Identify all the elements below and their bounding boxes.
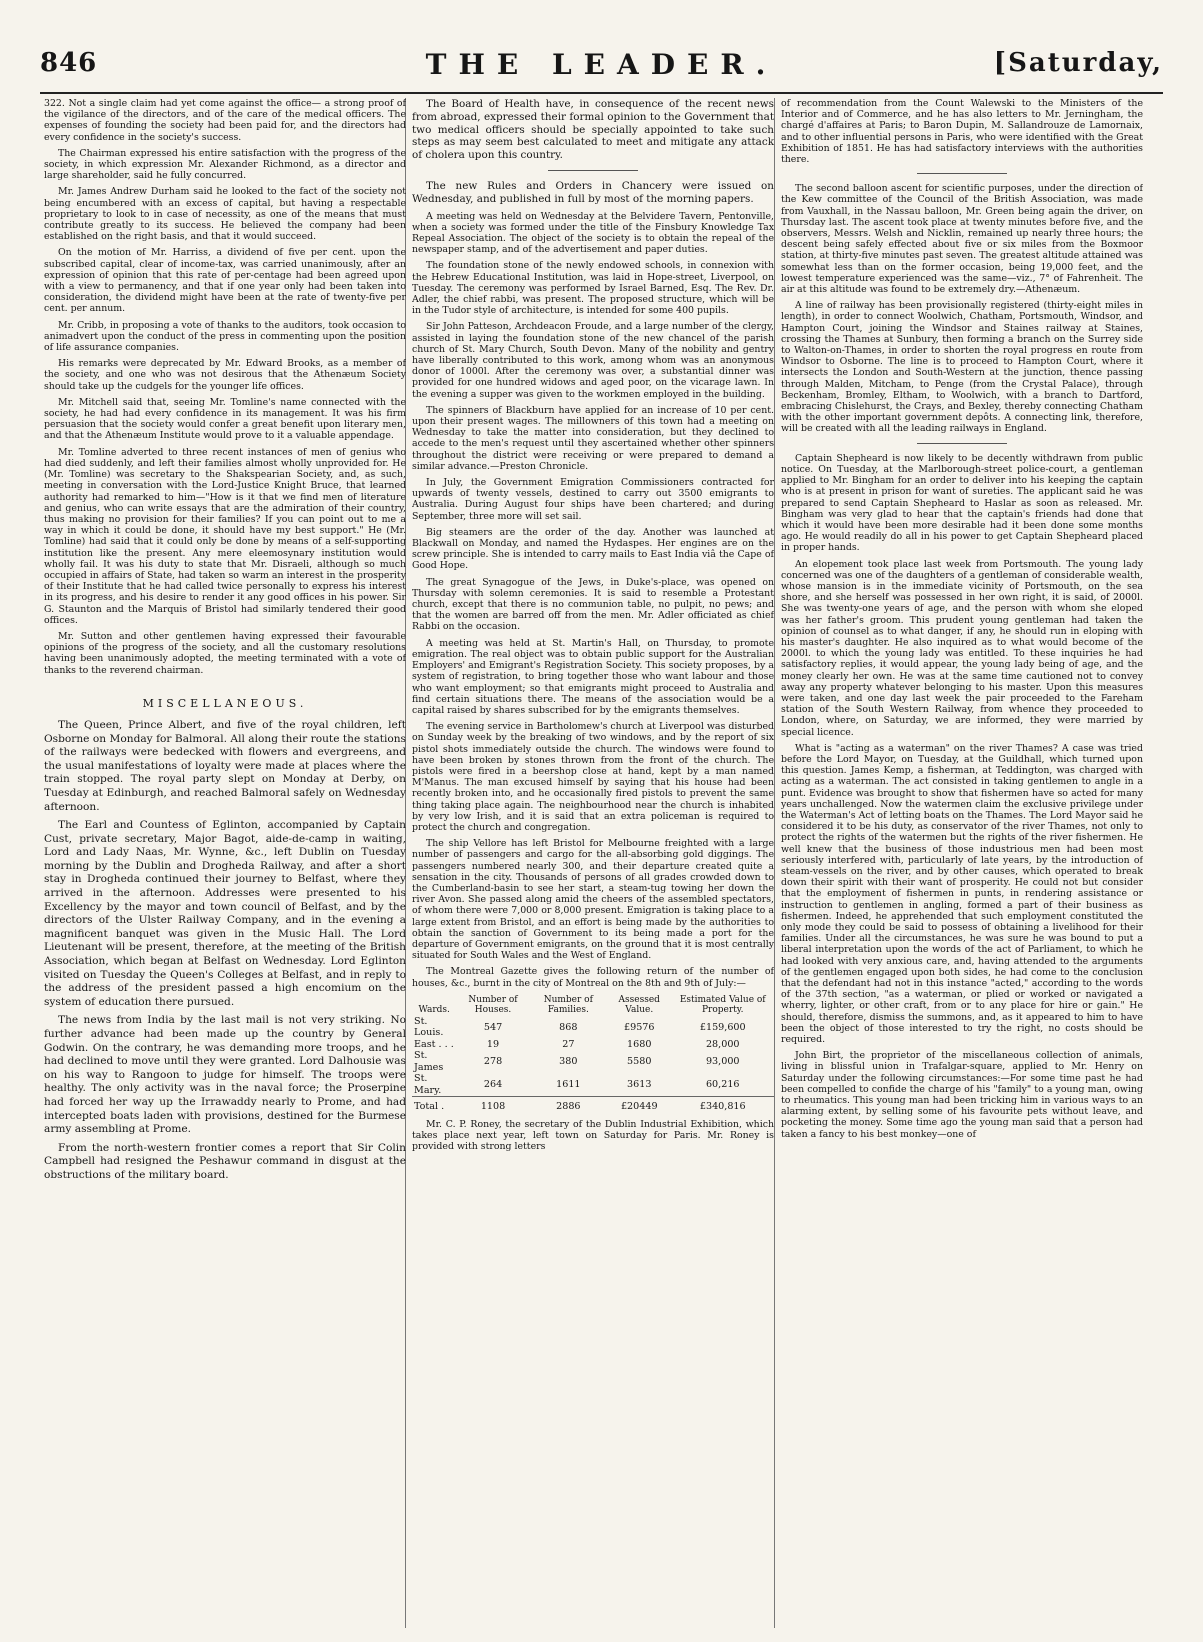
separator [548, 170, 638, 171]
table-cell: 19 [486, 1038, 500, 1050]
page-number: 846 [40, 48, 98, 78]
article-paragraph: From the north-western frontier comes a report that Sir Colin Campbell had resigned the Peshawur command in disgust at the obstructions of the military board. [44, 1141, 406, 1181]
table-cell: 1108 [456, 1097, 529, 1113]
article-paragraph: The Earl and Countess of Eglinton, accompanied by Captain Cust, private secretary, Major Bagot, aide-de-camp in waiting, Lord and Lady Naas, Mr. Wynne, &c., left Dublin on Tuesday morning by the Dublin and Drogheda Railway, and after a short stay in Drogheda continued their journey to Belfast, where they arrived in the afternoon. Addresses were presented to his Excellency by the mayor and town council of Belfast, and by the directors of the Ulster Railway Company, and in the evening a magnificent banquet was given in the Music Hall. The Lord Lieutenant will be present, therefore, at the meeting of the British Association, which began at Belfast on Wednesday. Lord Eglinton visited on Tuesday the Queen's Colleges at Belfast, and in reply to the address of the president passed a high encomium on the system of education there pursued. [44, 819, 406, 1008]
article-paragraph: A meeting was held at St. Martin's Hall, on Thursday, to promote emigration. The real object was to obtain public support for the Australian Employers' and Emigrant's Registration Society. This society proposes, by a system of registration, to bring together those who want labour and those who want employment; so that emigrants might proceed to Australia and find certain situations there. The means of the association would be a capital raised by shares subscribed for by the emigrants themselves. [412, 637, 774, 716]
table-row [412, 1016, 774, 1039]
table-cell: 93,000 [705, 1056, 740, 1068]
article-paragraph: His remarks were deprecated by Mr. Edward Brooks, as a member of the society, and one who was not desirous that the Athenæum Society should take up the cudgels for the younger life offices. [44, 358, 406, 392]
article-paragraph: The evening service in Bartholomew's church at Liverpool was disturbed on Sunday week by the breaking of two windows, and by the report of six pistol shots immediately outside the church. The windows were found to have been broken by stones thrown from the front of the church. The pistols were fired in a beershop close at hand, kept by a man named M'Manus. The man excused himself by saying that his house had been recently broken into, and he occasionally fired pistols to prevent the same thing taking place again. The neighbourhood near the church is inhabited by very low Irish, and it is said that an extra policeman is required to protect the church and congregation. [412, 721, 774, 833]
article-paragraph: The great Synagogue of the Jews, in Duke's-place, was opened on Thursday with solemn ceremonies. It is said to resemble a Protestant church, except that there is no communion table, no pulpit, no pews; and that the women are barred off from the men. Mr. Adler officiated as chief Rabbi on the occasion. [412, 576, 774, 633]
article-paragraph: The second balloon ascent for scientific purposes, under the direction of the Kew committee of the Council of the British Association, was made from Vauxhall, in the Nassau balloon, Mr. Green being again the driver, on Thursday last. The ascent took place at twenty minutes before five, and the observers, Messrs. Welsh and Nicklin, remained up nearly three hours; the descent being safely effected about five or six miles from the Boxmoor station, at thirty-five minutes past seven. The greatest altitude attained was somewhat less than on the former occasion, being 19,000 feet, and the lowest temperature experienced was the same—viz., 7° of Fahrenheit. The air at this altitude was found to be extremely dry.—Athenæum. [781, 183, 1143, 296]
column-2 [412, 98, 774, 1628]
article-paragraph: 322. Not a single claim had yet come against the office— a strong proof of the vigilance of the directors, and of the care of the medical officers. The expenses of founding the society had been paid for, and the directors had every confidence in the society's success. [44, 98, 406, 143]
table-cell: Total . [412, 1097, 456, 1113]
column-3 [781, 98, 1143, 1628]
table-header-cell: Number of Houses. [468, 994, 518, 1015]
table-cell: St. Louis. [414, 1015, 444, 1039]
table-cell: St. Mary. [414, 1073, 442, 1096]
separator [917, 443, 1007, 444]
table-row [412, 1050, 774, 1073]
article-paragraph: What is "acting as a waterman" on the river Thames? A case was tried before the Lord Mayor, on Tuesday, at the Guildhall, which turned upon this question. James Kemp, a fisherman, at Teddington, was charged with acting as a waterman. The act consisted in taking gentlemen to angle in a punt. Evidence was brought to show that fishermen have so acted for many years unchallenged. Now the watermen claim the exclusive privilege under the Waterman's Act of letting boats on the Thames. The Lord Mayor said he considered it to be his duty, as conservator of the river Thames, not only to protect the rights of the watermen but the rights of the river fishermen. He well knew that the business of those industrious men had been most seriously interfered with, particularly of late years, by the introduction of steam-vessels on the river, and by other causes, which operated to break down their spirit with their want of prosperity. He could not but consider that the employment of fishermen in punts, in rendering assistance or instruction to gentlemen in angling, formed a part of their business as fishermen. Indeed, he apprehended that such employment constituted the only mode they could be said to possess of obtaining a livelihood for their families. Under all the circumstances, he was sure he was bound to put a liberal interpretation upon the words of the act of Parliament, to which he had looked with very anxious care, and, having attended to the arguments of the gentlemen engaged upon both sides, he had come to the conclusion that the defendant had not in this instance "acted," according to the words of the 37th section, "as a waterman, or plied or worked or navigated a wherry, lighter, or other craft, from or to any place for hire or gain." He should, therefore, dismiss the summons, and, as it appeared to him to have been the object of those interested to try the right, no costs should be required. [781, 742, 1143, 1046]
table-cell: 3613 [627, 1079, 652, 1091]
article-paragraph: The Queen, Prince Albert, and five of the royal children, left Osborne on Monday for Balmoral. All along their route the stations of the railways were bedecked with flowers and evergreens, and the usual manifestations of loyalty were made at places where the train stopped. The royal party slept on Monday at Derby, on Tuesday at Edinburgh, and reached Balmoral safely on Wednesday afternoon. [44, 718, 406, 813]
column-divider [774, 98, 775, 1628]
table-header-cell: Estimated Value of Property. [679, 994, 766, 1015]
article-paragraph: On the motion of Mr. Harriss, a dividend of five per cent. upon the subscribed capital, clear of income-tax, was carried unanimously, after an expression of opinion that this rate of per-centage had been agreed upon with a view to permanency, and that if one year only had been taken into consideration, the dividend might have been at the rate of twenty-five per cent. per annum. [44, 247, 406, 315]
table-cell: 547 [483, 1021, 503, 1033]
table-header-cell: Assessed Value. [618, 994, 660, 1015]
table-cell: 1680 [627, 1038, 652, 1050]
table-cell: 27 [562, 1038, 575, 1050]
table-total-row [412, 1097, 774, 1113]
table-cell: 278 [483, 1056, 503, 1068]
table-header-row [412, 994, 774, 1016]
table-cell: £159,600 [699, 1021, 746, 1033]
article-paragraph: Mr. Sutton and other gentlemen having expressed their favourable opinions of the progress of the society, and all the customary resolutions having been unanimously adopted, the meeting terminated with a vote of thanks to the reverend chairman. [44, 630, 406, 676]
table-header-cell: Wards. [418, 1004, 450, 1015]
table-row [412, 1039, 774, 1051]
table-cell: 1611 [556, 1079, 581, 1091]
table-cell: £340,816 [672, 1097, 775, 1113]
article-paragraph: John Birt, the proprietor of the miscellaneous collection of animals, living in blissful union in Trafalgar-square, applied to Mr. Henry on Saturday under the following circumstances:—For some time past he had been compelled to confide the charge of his "family" to a young man, owing to rheumatics. This young man had been tricking him in various ways to an alarming extent, by selling some of his favourite pets without leave, and pocketing the money. Some time ago the young man said that a person had taken a fancy to his best monkey—one of [781, 1050, 1143, 1140]
table-cell: St. James [414, 1050, 444, 1073]
table-cell: East . . . [414, 1038, 454, 1050]
article-paragraph: Mr. Mitchell said that, seeing Mr. Tomline's name connected with the society, he had had every confidence in its management. It was his firm persuasion that the society would confer a great benefit upon literary men, and that the Athenæum Institute would prove to it a valuable appendage. [44, 396, 406, 442]
article-paragraph: Mr. C. P. Roney, the secretary of the Dublin Industrial Exhibition, which takes place next year, left town on Saturday for Paris. Mr. Roney is provided with strong letters [412, 1118, 774, 1153]
column-1 [44, 98, 406, 1628]
article-paragraph: of recommendation from the Count Walewski to the Ministers of the Interior and of Commerce, and he has also letters to Mr. Jerningham, the chargé d'affaires at Paris; to Baron Dupin, M. Sallandrouze de Lamornaix, and to other influential persons in Paris, who were identified with the Great Exhibition of 1851. He has had satisfactory interviews with the authorities there. [781, 98, 1143, 166]
header-day: [Saturday, [993, 48, 1163, 78]
article-paragraph: A line of railway has been provisionally registered (thirty-eight miles in length), in order to connect Woolwich, Chatham, Portsmouth, Windsor, and Hampton Court, joining the Windsor and Staines railway at Staines, crossing the Thames at Sunbury, then forming a branch on the Surrey side to Walton-on-Thames, in order to shorten the royal progress en route from Windsor to Osborne. The line is to proceed to Hampton Court, where it intersects the London and South-Western at the junction, thence passing through Malden, Mitcham, to Penge (from the Crystal Palace), through Beckenham, Bromley, Eltham, to Woolwich, with a branch to Dartford, embracing Chislehurst, the Crays, and Bexley, thereby connecting Chatham with the other important government depôts. A connecting link, therefore, will be created with all the leading railways in England. [781, 300, 1143, 435]
table-cell: 264 [483, 1079, 503, 1091]
table-cell: 868 [559, 1021, 578, 1033]
header-rule [40, 92, 1163, 94]
table-cell: 60,216 [705, 1079, 740, 1091]
article-paragraph: The Montreal Gazette gives the following return of the number of houses, &c., burnt in the city of Montreal on the 8th and 9th of July:— [412, 966, 774, 989]
masthead-title: THE LEADER. [425, 48, 778, 81]
article-paragraph: The Chairman expressed his entire satisfaction with the progress of the society, in which expression Mr. Alexander Richmond, as a director and large shareholder, said he fully concurred. [44, 147, 406, 182]
separator [917, 173, 1007, 174]
article-paragraph: The ship Vellore has left Bristol for Melbourne freighted with a large number of passengers and cargo for the all-absorbing gold diggings. The passengers numbered nearly 300, and their departure created quite a sensation in the city. Thousands of persons of all grades crowded down to the Cumberland-basin to see her start, a steam-tug towing her down the river Avon. She passed along amid the cheers of the assembled spectators, of whom there were 7,000 or 8,000 present. Emigration is taking place to a large extent from Bristol, and an effort is being made by the authorities to obtain the sanction of Government to its being made a port for the departure of Government emigrants, on the ground that it is most centrally situated for South Wales and the West of England. [412, 838, 774, 962]
table-cell: 5580 [627, 1056, 652, 1068]
montreal-fire-table [412, 994, 774, 1113]
article-paragraph: The news from India by the last mail is not very striking. No further advance had been made up the country by General Godwin. On the contrary, he was demanding more troops, and he had declined to move until they were granted. Lord Dalhousie was on his way to Rangoon to judge for himself. The troops were healthy. The only activity was in the naval force; the Proserpine had forced her way up the Irrawaddy nearly to Prome, and had intercepted boats laden with provisions, destined for the Burmese army assembling at Prome. [44, 1014, 406, 1136]
article-paragraph: Mr. James Andrew Durham said he looked to the fact of the society not being encumbered with an excess of capital, but having a respectable proprietary to look to in case of necessity, as one of the means that must contribute greatly to its success. He believed the company had been established on the right basis, and that it would succeed. [44, 186, 406, 243]
table-cell: 380 [559, 1056, 578, 1068]
section-title: MISCELLANEOUS. [142, 696, 308, 710]
table-cell: £20449 [607, 1097, 672, 1113]
article-paragraph: The foundation stone of the newly endowed schools, in connexion with the Hebrew Educational Institution, was laid in Hope-street, Liverpool, on Tuesday. The ceremony was performed by Israel Barned, Esq. The Rev. Dr. Adler, the chief rabbi, was present. The proposed structure, which will be in the Tudor style of architecture, is intended for some 400 pupils. [412, 260, 774, 317]
table-cell: 28,000 [705, 1038, 740, 1050]
table-cell: 2886 [530, 1097, 607, 1113]
article-paragraph: Big steamers are the order of the day. Another was launched at Blackwall on Monday, and named the Hydaspes. Her engines are on the screw principle. She is intended to carry mails to East India viâ the Cape of Good Hope. [412, 526, 774, 572]
article-paragraph: The Board of Health have, in consequence of the recent news from abroad, expressed their formal opinion to the Government that two medical officers should be specially appointed to take such steps as may seem best calculated to meet and mitigate any attack of cholera upon this country. [412, 98, 774, 162]
article-paragraph: Mr. Tomline adverted to three recent instances of men of genius who had died suddenly, and left their families almost wholly unprovided for. He (Mr. Tomline) was secretary to the Shakspearian Society, and, as such, meeting in conversation with the Lord-Justice Knight Bruce, that learned authority had remarked to him—"How is it that we find men of literature and genius, who can write essays that are the admiration of their country, thus making no provision for their families? If you can point out to me a way in which it could be done, it should have my best support." He (Mr. Tomline) had said that it could only be done by means of a self-supporting institution like the present. Any mere eleemosynary institution would wholly fail. It was his duty to state that Mr. Disraeli, although so much occupied in affairs of State, had taken so warm an interest in the prosperity of their Institute that he had called twice personally to express his interest in its progress, and his desire to render it any good offices in his power. Sir G. Staunton and the Marquis of Bristol had similarly tendered their good offices. [44, 446, 406, 626]
article-paragraph: Captain Shepheard is now likely to be decently withdrawn from public notice. On Tuesday, at the Marlborough-street police-court, a gentleman applied to Mr. Bingham for an order to deliver into his keeping the captain who is at present in prison for want of sureties. The applicant said he was prepared to send Captain Shepheard to Haslar as soon as released. Mr. Bingham was very glad to hear that the captain's friends had done that which it would have been more desirable had it been done some months ago. He would readily do all in his power to get Captain Shepheard placed in proper hands. [781, 452, 1143, 554]
article-paragraph: Sir John Patteson, Archdeacon Froude, and a large number of the clergy, assisted in laying the foundation stone of the new chancel of the parish church of St. Mary Church, South Devon. Many of the nobility and gentry have liberally contributed to this work, among whom was an anonymous donor of 1000l. After the ceremony was over, a substantial dinner was provided for one hundred widows and aged poor, on the vicarage lawn. In the evening a supper was given to the workmen employed in the building. [412, 321, 774, 400]
article-paragraph: In July, the Government Emigration Commissioners contracted for upwards of twenty vessels, destined to carry out 3500 emigrants to Australia. During August four ships have been chartered; and during September, three more will set sail. [412, 477, 774, 522]
article-paragraph: The new Rules and Orders in Chancery were issued on Wednesday, and published in full by most of the morning papers. [412, 179, 774, 205]
table-row [412, 1073, 774, 1097]
article-paragraph: The spinners of Blackburn have applied for an increase of 10 per cent. upon their present wages. The millowners of this town had a meeting on Wednesday to take the matter into consideration, but they declined to accede to the men's request until they ascertained whether other spinners throughout the district were receiving or were prepared to demand a similar advance.—Preston Chronicle. [412, 404, 774, 472]
table-cell: £9576 [623, 1021, 655, 1033]
article-paragraph: Mr. Cribb, in proposing a vote of thanks to the auditors, took occasion to animadvert upon the conduct of the press in commenting upon the position of life assurance companies. [44, 319, 406, 354]
article-paragraph: A meeting was held on Wednesday at the Belvidere Tavern, Pentonville, when a society was formed under the title of the Finsbury Knowledge Tax Repeal Association. The object of the society is to obtain the repeal of the newspaper stamp, and of the advertisement and paper duties. [412, 210, 774, 256]
page-header [40, 48, 1163, 88]
table-header-cell: Number of Families. [543, 994, 593, 1015]
article-paragraph: An elopement took place last week from Portsmouth. The young lady concerned was one of the daughters of a gentleman of considerable wealth, whose mansion is in the immediate vicinity of Portsmouth, on the sea shore, and she herself was possessed in her own right, it is said, of 2000l. She was twenty-one years of age, and the person with whom she eloped was her father's groom. This prudent young gentleman had taken the opinion of counsel as to what danger, if any, he should run in eloping with his master's daughter. He also inquired as to what would become of the 2000l. to which the young lady was entitled. To these inquiries he had satisfactory replies, it would appear, the young lady being of age, and the money clearly her own. He was at the same time cautioned not to convey away any property whatever belonging to his master. Upon this measures were taken, and one day last week the pair proceeded to the Fareham station of the South Western Railway, from whence they proceeded to London, where, on Saturday, we are informed, they were married by special licence. [781, 558, 1143, 738]
